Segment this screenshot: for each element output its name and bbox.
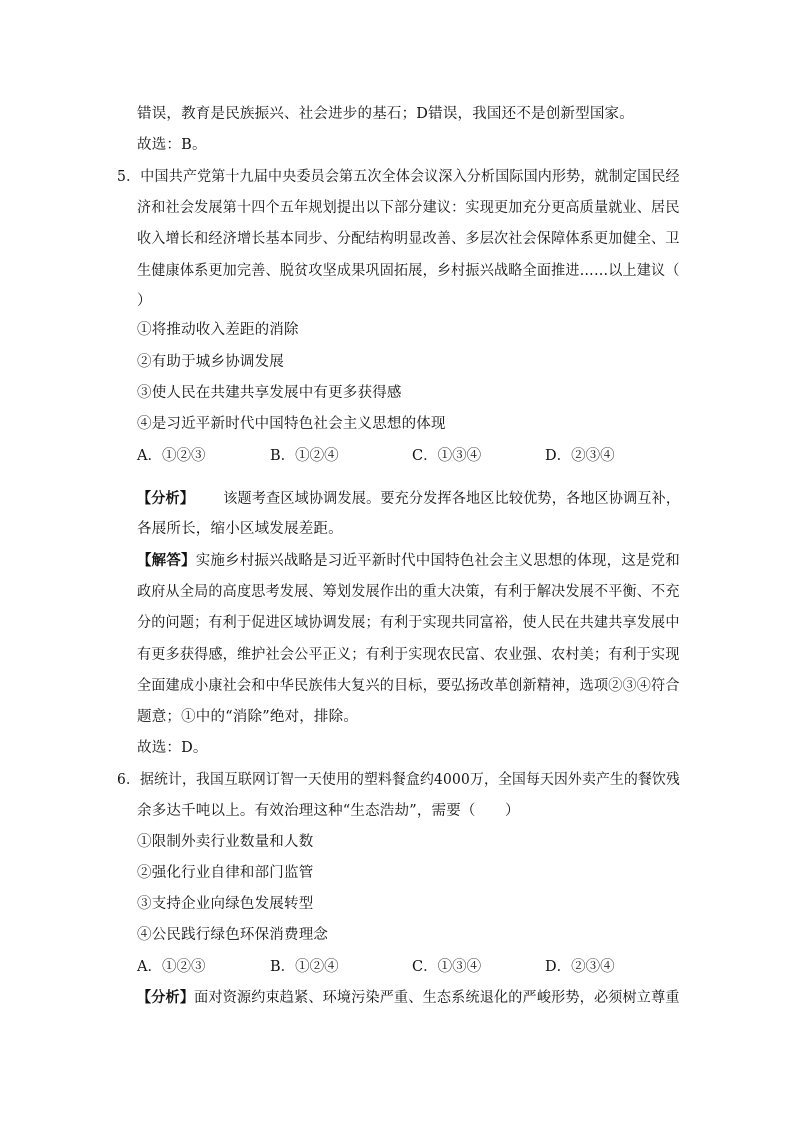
q5-answer: 故选：D。 [137,740,208,756]
q5-item: ①将推动收入差距的消除 [137,322,299,338]
q5-analysis-line [137,489,680,509]
q5-stem-line: 收入增长和经济增长基本同步、分配结构明显改善、多层次社会保障体系更加健全、卫 [137,231,680,247]
prev-solution-line: 错误，教育是民族振兴、社会进步的基石；D错误，我国还不是创新型国家。 [137,106,634,122]
q5-option-a: A．①②③ [137,448,206,464]
q6-item: ②强化行业自律和部门监管 [137,865,314,881]
q6-option-d: D．②③④ [545,959,615,975]
q6-option-a: A．①②③ [137,959,206,975]
q6-analysis-line [137,988,680,1008]
q5-option-d: D．②③④ [545,448,615,464]
prev-answer: 故选：B。 [137,137,207,153]
q6-option-b: B．①②④ [270,959,339,975]
q5-item: ③使人民在共建共享发展中有更多获得感 [137,385,402,401]
q6-option-c: C．①③④ [412,959,482,975]
q5-stem-line: 生健康体系更加完善、脱贫攻坚成果巩固拓展，乡村振兴战略全面推进……以上建议（ [137,263,680,279]
q6-analysis-text: 面对资源约束趋紧、环境污染严重、生态系统退化的严峻形势，必须树立尊重 [194,990,680,1006]
q5-stem-line: 5．中国共产党第十九届中央委员会第五次全体会议深入分析国际国内形势，就制定国民经 [117,169,680,185]
q6-item: ①限制外卖行业数量和人数 [137,834,314,850]
q5-solution-line: 全面建成小康社会和中华民族伟大复兴的目标，要弘扬改革创新精神，选项②③④符合 [137,678,680,694]
q5-solution-label: 【解答】 [137,552,196,569]
q5-option-c: C．①③④ [412,448,482,464]
q5-solution-line [137,551,680,571]
q5-option-b: B．①②④ [270,448,339,464]
q6-stem-line: 6．据统计，我国互联网订智一天使用的塑料餐盒约4000万，全国每天因外卖产生的餐饮残 [117,772,681,788]
q6-item: ③支持企业向绿色发展转型 [137,896,314,912]
q5-stem-line: 济和社会发展第十四个五年规划提出以下部分建议：实现更加充分更高质量就业、居民 [137,200,680,216]
q5-item: ②有助于城乡协调发展 [137,354,284,370]
q5-solution-line: 有更多获得感，维护社会公平正义；有利于实现农民富、农业强、农村美；有利于实现 [137,647,680,663]
q5-solution-text: 实施乡村振兴战略是习近平新时代中国特色社会主义思想的体现，这是党和 [195,553,680,569]
q6-stem-line: 余多达千吨以上。有效治理这种“生态浩劫”，需要（ ） [137,803,520,819]
q5-analysis-line: 各展所长，缩小区域发展差距。 [137,521,343,537]
q5-item: ④是习近平新时代中国特色社会主义思想的体现 [137,416,446,432]
q5-analysis-text: 该题考查区域协调发展。要充分发挥各地区比较优势，各地区协调互补， [223,491,681,507]
q6-item: ④公民践行绿色环保消费理念 [137,927,329,943]
q6-analysis-label: 【分析】 [137,989,195,1006]
q5-analysis-label: 【分析】 [137,490,195,507]
q5-solution-line: 题意；①中的“消除”绝对，排除。 [137,709,359,725]
q5-solution-line: 政府从全局的高度思考发展、筹划发展作出的重大决策，有利于解决发展不平衡、不充 [137,584,680,600]
q5-stem-line: ） [137,293,152,309]
q5-solution-line: 分的问题；有利于促进区域协调发展；有利于实现共同富裕，使人民在共建共享发展中 [137,615,680,631]
